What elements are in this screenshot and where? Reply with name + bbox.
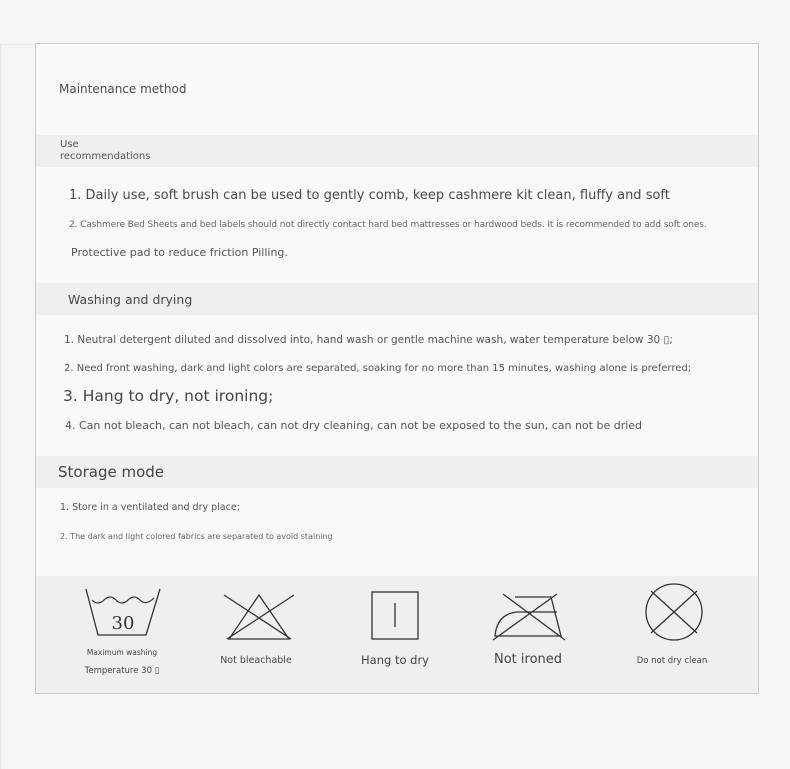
washing-item: 2. Need front washing, dark and light colors are separated, soaking for no more than 15 minutes, washing alone is preferred; [64, 363, 692, 374]
use-item: 1. Daily use, soft brush can be used to gently comb, keep cashmere kit clean, fluffy and soft [69, 188, 670, 203]
page-divider [0, 44, 1, 769]
no-dry-clean-caption: Do not dry clean [636, 656, 708, 666]
use-heading: recommendations [60, 151, 151, 162]
wash-temperature-number: 30 [111, 613, 135, 634]
wash-caption: Temperature 30 ▯ [84, 666, 160, 676]
storage-item: 1. Store in a ventilated and dry place; [60, 502, 240, 513]
washing-heading: Washing and drying [68, 292, 193, 307]
washing-item: 1. Neutral detergent diluted and dissolved into, hand wash or gentle machine wash, water temperature below 30 ▯; [64, 334, 673, 346]
use-item: Protective pad to reduce friction Pilling. [71, 246, 288, 259]
no-iron-icon [491, 592, 566, 642]
no-dry-clean-icon [643, 583, 705, 641]
hang-dry-icon [371, 591, 419, 640]
care-instructions-card [35, 43, 759, 694]
no-bleach-caption: Not bleachable [220, 655, 292, 666]
washing-item: 3. Hang to dry, not ironing; [63, 387, 274, 405]
wash-tub-icon [84, 587, 162, 643]
washing-item: 4. Can not bleach, can not bleach, can not dry cleaning, can not be exposed to the sun, can not be dried [65, 419, 643, 432]
wash-caption: Maximum washing [86, 648, 158, 657]
no-bleach-icon [223, 593, 295, 641]
use-heading: Use [60, 139, 79, 150]
hang-dry-caption: Hang to dry [361, 653, 429, 667]
storage-item: 2. The dark and light colored fabrics are separated to avoid staining [60, 532, 333, 541]
page-divider [0, 44, 36, 45]
page-title: Maintenance method [59, 82, 187, 96]
no-iron-caption: Not ironed [493, 652, 563, 667]
use-item: 2. Cashmere Bed Sheets and bed labels should not directly contact hard bed mattresses or hardwood beds. It is recommended to add soft ones. [69, 220, 707, 230]
storage-heading: Storage mode [58, 463, 164, 481]
